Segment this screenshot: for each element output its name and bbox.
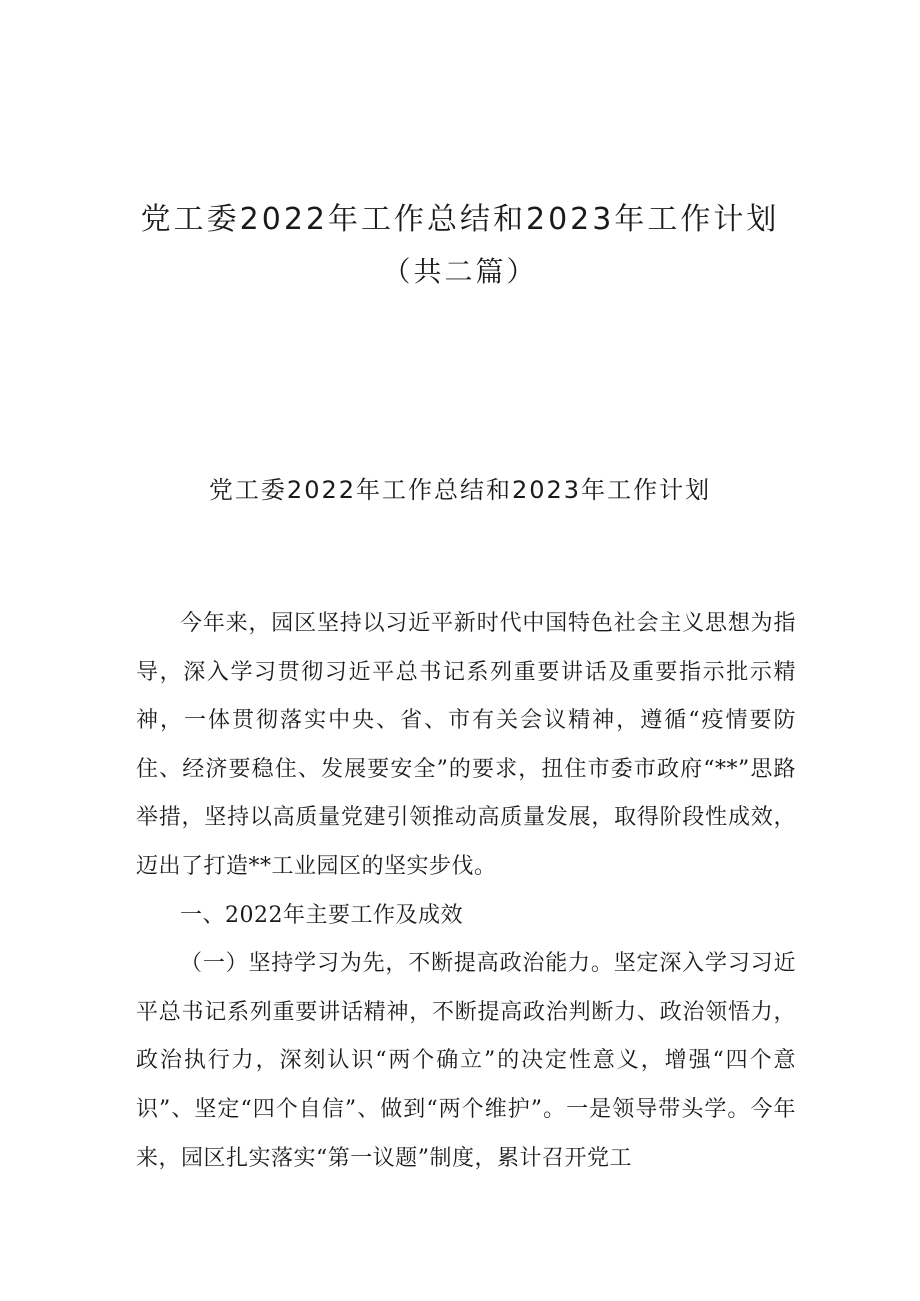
paragraph-section-1: （一）坚持学习为先，不断提高政治能力。坚定深入学习习近平总书记系列重要讲话精神，不断提高政治判断力、政治领悟力，政治执行力，深刻认识“两个确立”的决定性意义，增强“四个意识”、坚定“四个自信”、做到“两个维护”。一是领导带头学。今年来，园区扎实落实“第一议题”制度，累计召开党工 bbox=[136, 951, 796, 1171]
paragraph-intro: 今年来，园区坚持以习近平新时代中国特色社会主义思想为指导，深入学习贯彻习近平总书记系列重要讲话及重要指示批示精神，一体贯彻落实中央、省、市有关会议精神，遵循“疫情要防住、经济要稳住、发展要安全”的要求，扭住市委市政府“**”思路举措，坚持以高质量党建引领推动高质量发展，取得阶段性成效，迈出了打造**工业园区的坚实步伐。 bbox=[136, 611, 796, 879]
cover-title: 党工委2022年工作总结和2023年工作计划 bbox=[140, 202, 780, 237]
section-heading: 一、2022年主要工作及成效 bbox=[180, 902, 463, 928]
cover-subtitle: （共二篇） bbox=[382, 255, 538, 288]
document-title: 党工委2022年工作总结和2023年工作计划 bbox=[208, 476, 712, 504]
document-body bbox=[136, 600, 796, 1183]
